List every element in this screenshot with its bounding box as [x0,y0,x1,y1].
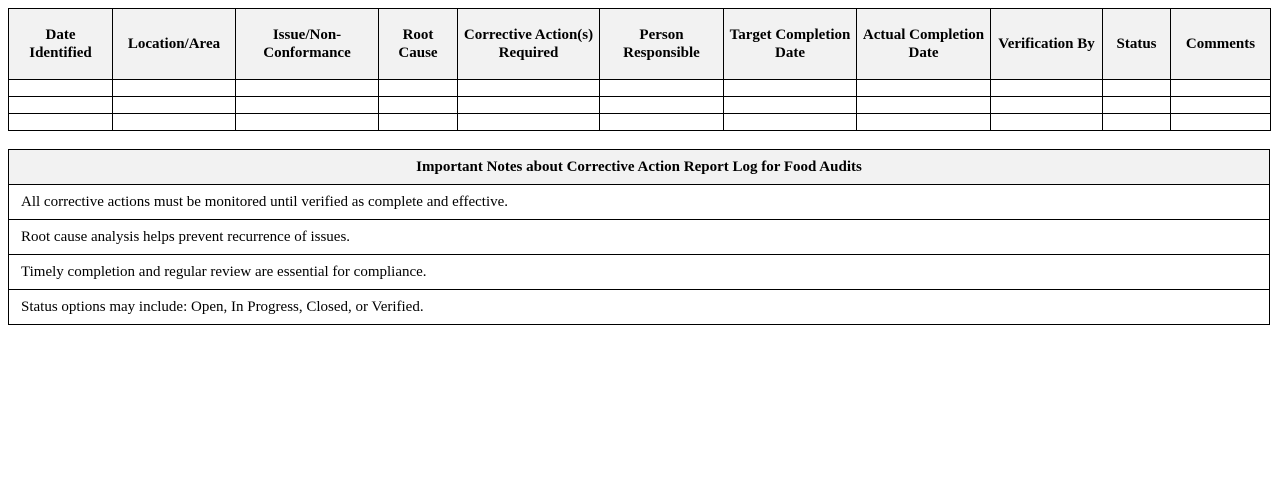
table-cell[interactable] [1103,80,1171,97]
table-cell[interactable] [9,97,113,114]
table-cell[interactable] [600,80,724,97]
table-cell[interactable] [379,97,458,114]
notes-title: Important Notes about Corrective Action Report Log for Food Audits [9,150,1270,185]
table-cell[interactable] [991,97,1103,114]
note-row [9,220,1270,255]
table-cell[interactable] [1103,97,1171,114]
table-cell[interactable] [1171,97,1271,114]
document [8,8,1270,325]
column-header-actual-completion-date: Actual Completion Date [857,9,991,80]
table-cell[interactable] [857,97,991,114]
table-cell[interactable] [600,114,724,131]
column-header-status: Status [1103,9,1171,80]
table-cell[interactable] [724,114,857,131]
table-cell[interactable] [724,80,857,97]
note-item: Status options may include: Open, In Progress, Closed, or Verified. [9,290,1270,325]
column-header-root-cause: Root Cause [379,9,458,80]
table-cell[interactable] [1171,114,1271,131]
table-cell[interactable] [379,80,458,97]
column-header-date-identified: Date Identified [9,9,113,80]
note-item: Root cause analysis helps prevent recurrence of issues. [9,220,1270,255]
table-cell[interactable] [724,97,857,114]
corrective-action-log-table [8,8,1271,131]
table-cell[interactable] [1171,80,1271,97]
column-header-comments: Comments [1171,9,1271,80]
table-row [9,114,1271,131]
column-header-target-completion-date: Target Completion Date [724,9,857,80]
table-cell[interactable] [857,114,991,131]
table-row [9,80,1271,97]
note-row [9,185,1270,220]
note-row [9,290,1270,325]
table-cell[interactable] [458,114,600,131]
table-cell[interactable] [991,114,1103,131]
table-cell[interactable] [9,114,113,131]
table-cell[interactable] [379,114,458,131]
table-cell[interactable] [458,97,600,114]
column-header-person-responsible: Person Responsible [600,9,724,80]
note-row [9,255,1270,290]
header-row [9,9,1271,80]
table-cell[interactable] [236,80,379,97]
note-item: Timely completion and regular review are essential for compliance. [9,255,1270,290]
notes-header-row [9,150,1270,185]
table-cell[interactable] [600,97,724,114]
table-cell[interactable] [113,114,236,131]
table-cell[interactable] [991,80,1103,97]
column-header-location-area: Location/Area [113,9,236,80]
table-cell[interactable] [113,80,236,97]
table-cell[interactable] [236,97,379,114]
table-cell[interactable] [236,114,379,131]
column-header-corrective-action: Corrective Action(s) Required [458,9,600,80]
note-item: All corrective actions must be monitored until verified as complete and effective. [9,185,1270,220]
table-cell[interactable] [1103,114,1171,131]
table-row [9,97,1271,114]
table-cell[interactable] [9,80,113,97]
table-cell[interactable] [113,97,236,114]
table-cell[interactable] [857,80,991,97]
column-header-verification-by: Verification By [991,9,1103,80]
column-header-issue: Issue/Non-Conformance [236,9,379,80]
table-cell[interactable] [458,80,600,97]
notes-table [8,149,1270,325]
